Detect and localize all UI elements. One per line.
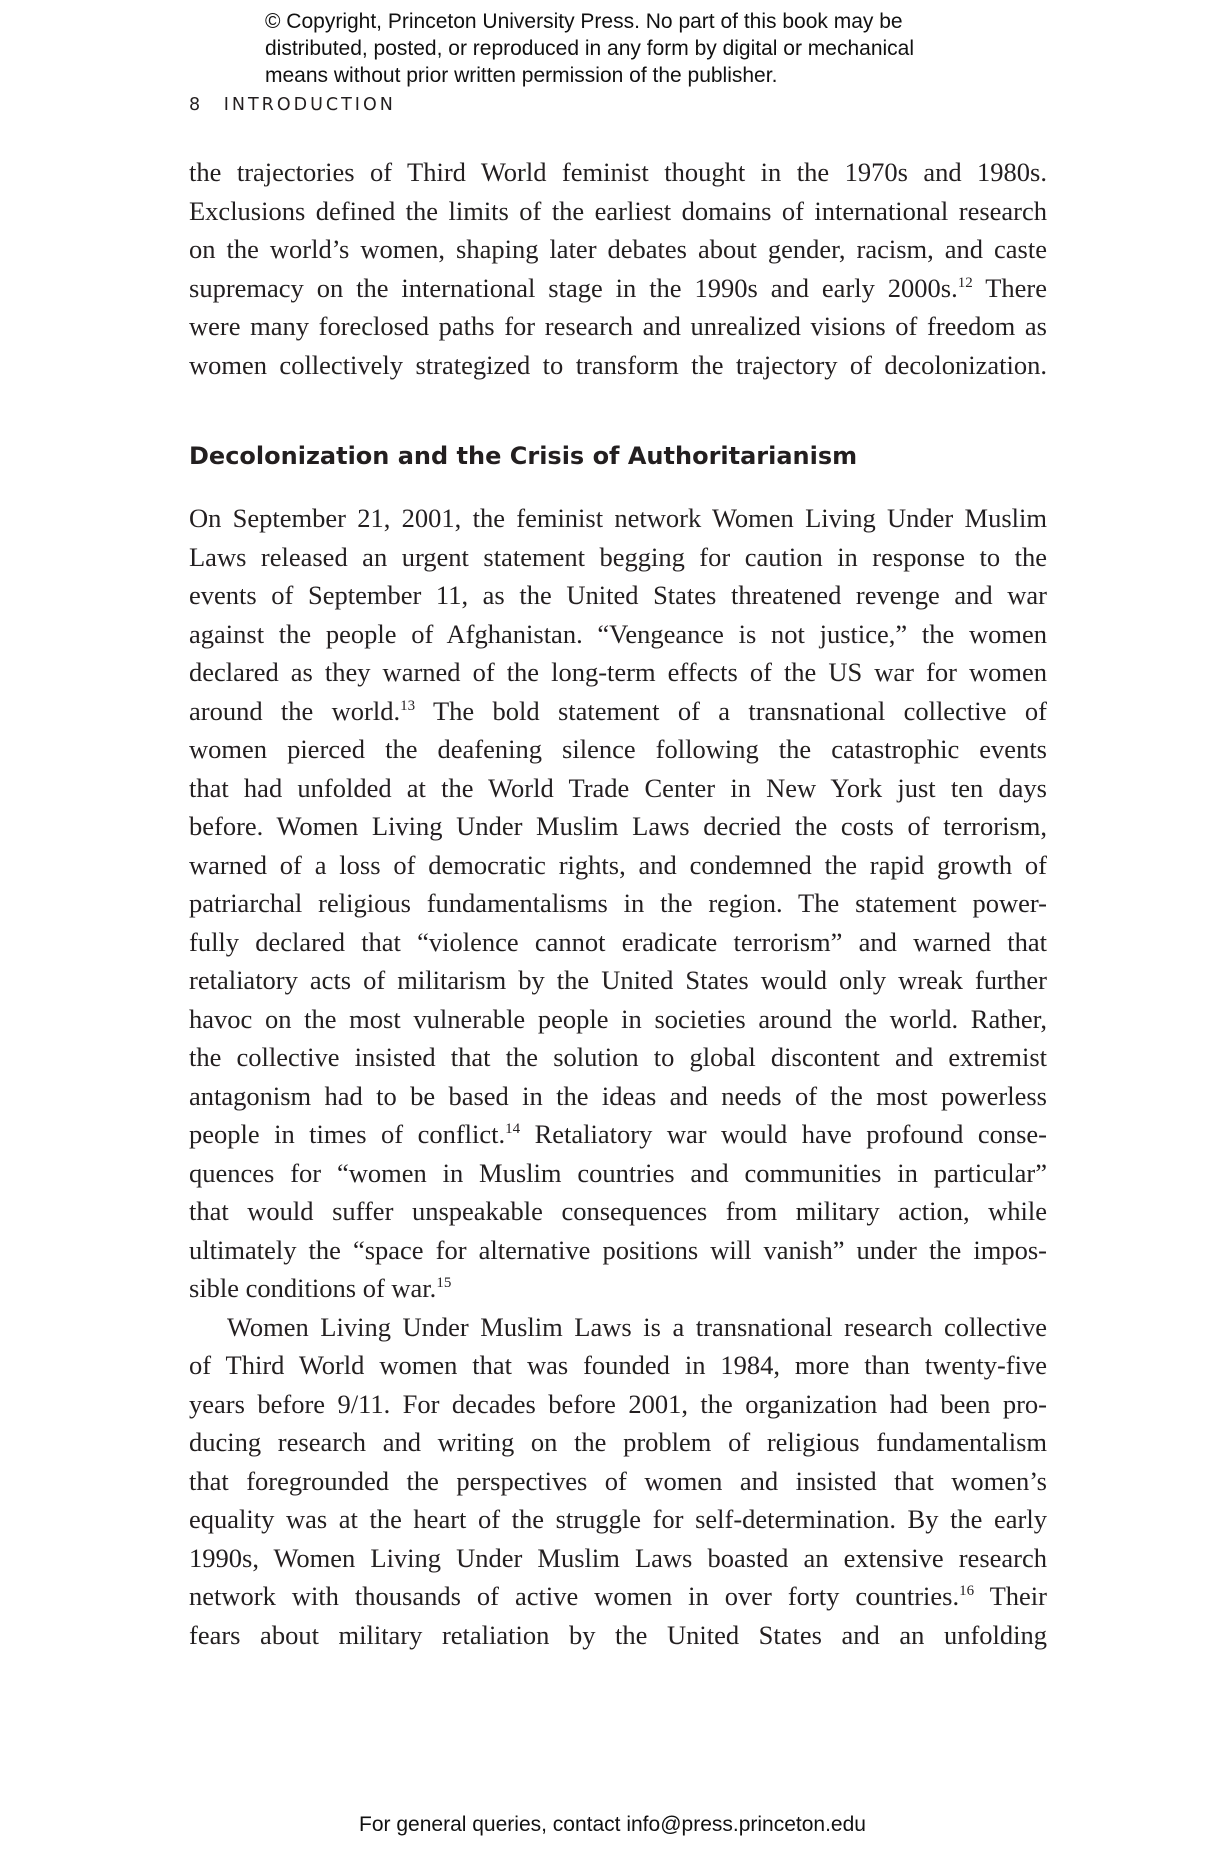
text-line: on the world’s women, shaping later debates about gender, racism, and caste [189,234,1047,264]
text-line: years before 9/11. For decades before 2001, the organization had been pro- [189,1388,1047,1419]
text-line: that foregrounded the perspectives of women and insisted that women’s [189,1465,1047,1496]
text-line [189,1577,1047,1616]
text-line: ducing research and writing on the problem of religious fundamentalism [189,1427,1047,1457]
text-line: 1990s, Women Living Under Muslim Laws boasted an extensive research [189,1542,1047,1573]
page-number: 8 [189,95,204,115]
text-segment: supremacy on the international stage in the 1990s and early 2000s. [189,272,958,303]
text-line: that would suffer unspeakable consequences from military action, while [189,1196,1047,1226]
running-head [189,95,396,115]
text-line: retaliatory acts of militarism by the United States would only wreak further [189,965,1047,995]
text-line: events of September 11, as the United States threatened revenge and war [189,580,1047,610]
text-line: the trajectories of Third World feminist thought in the 1970s and 1980s. [189,157,1047,187]
text-line: antagonism had to be based in the ideas and needs of the most powerless [189,1080,1047,1111]
section-heading: Decolonization and the Crisis of Authoritarianism [189,442,858,470]
text-line: the collective insisted that the solution to global discontent and extremist [189,1042,1047,1072]
text-line: On September 21, 2001, the feminist network Women Living Under Muslim [189,503,1047,533]
text-line: that had unfolded at the World Trade Center in New York just ten days [189,772,1047,803]
text-line: quences for “women in Muslim countries and communities in particular” [189,1157,1047,1188]
text-line: patriarchal religious fundamentalisms in the region. The statement power- [189,888,1047,918]
footnote-ref-12[interactable]: 12 [957,274,973,291]
text-segment: around the world. [189,695,401,726]
text-line: were many foreclosed paths for research and unrealized visions of freedom as [189,311,1047,341]
text-line: equality was at the heart of the struggle for self-determination. By the early [189,1504,1047,1534]
text-line: Women Living Under Muslim Laws is a transnational research collective [227,1311,1047,1342]
text-line [189,1269,1047,1308]
text-segment: sible conditions of war. [189,1273,437,1303]
text-segment: people in times of conflict. [189,1119,506,1149]
text-line: fears about military retaliation by the United States and an unfolding [189,1619,1047,1650]
text-segment: Retaliatory war would have profound conse- [534,1119,1047,1149]
text-line [189,692,1047,731]
text-segment: The bold statement of a transnational collective of [432,695,1047,726]
footnote-ref-15[interactable]: 15 [436,1275,452,1291]
text-line: against the people of Afghanistan. “Vengeance is not justice,” the women [189,618,1047,649]
text-line: havoc on the most vulnerable people in societies around the world. Rather, [189,1003,1047,1034]
text-line: ultimately the “space for alternative positions will vanish” under the impos- [189,1234,1047,1265]
text-segment: There [985,272,1047,303]
text-line: Laws released an urgent statement begging for caution in response to the [189,541,1047,572]
text-line: fully declared that “violence cannot eradicate terrorism” and warned that [189,926,1047,957]
text-line: warned of a loss of democratic rights, and condemned the rapid growth of [189,849,1047,880]
text-line: of Third World women that was founded in 1984, more than twenty-five [189,1350,1047,1380]
text-segment: network with thousands of active women in over forty countries. [189,1581,960,1611]
text-line: women collectively strategized to transform the trajectory of decolonization. [189,349,1047,380]
copyright-line: means without prior written permission of the publisher. [265,64,778,87]
footer-contact: For general queries, contact info@press.princeton.edu [359,1813,866,1836]
footnote-ref-13[interactable]: 13 [400,697,416,714]
text-line: before. Women Living Under Muslim Laws decried the costs of terrorism, [189,811,1047,841]
copyright-notice [265,8,1025,89]
footnote-ref-14[interactable]: 14 [505,1121,521,1137]
text-line [189,269,1047,308]
text-line: declared as they warned of the long-term effects of the US war for women [189,657,1047,687]
paragraph-2 [189,499,1047,1654]
text-line: Exclusions defined the limits of the earliest domains of international research [189,195,1047,226]
text-line [189,1115,1047,1154]
copyright-line: © Copyright, Princeton University Press. No part of this book may be [265,10,903,33]
footnote-ref-16[interactable]: 16 [959,1583,975,1599]
text-line: women pierced the deafening silence following the catastrophic events [189,734,1047,764]
running-head-section: INTRODUCTION [223,95,396,115]
paragraph-1 [189,153,1047,384]
text-segment: Their [989,1581,1047,1611]
copyright-line: distributed, posted, or reproduced in any form by digital or mechanical [265,37,915,60]
